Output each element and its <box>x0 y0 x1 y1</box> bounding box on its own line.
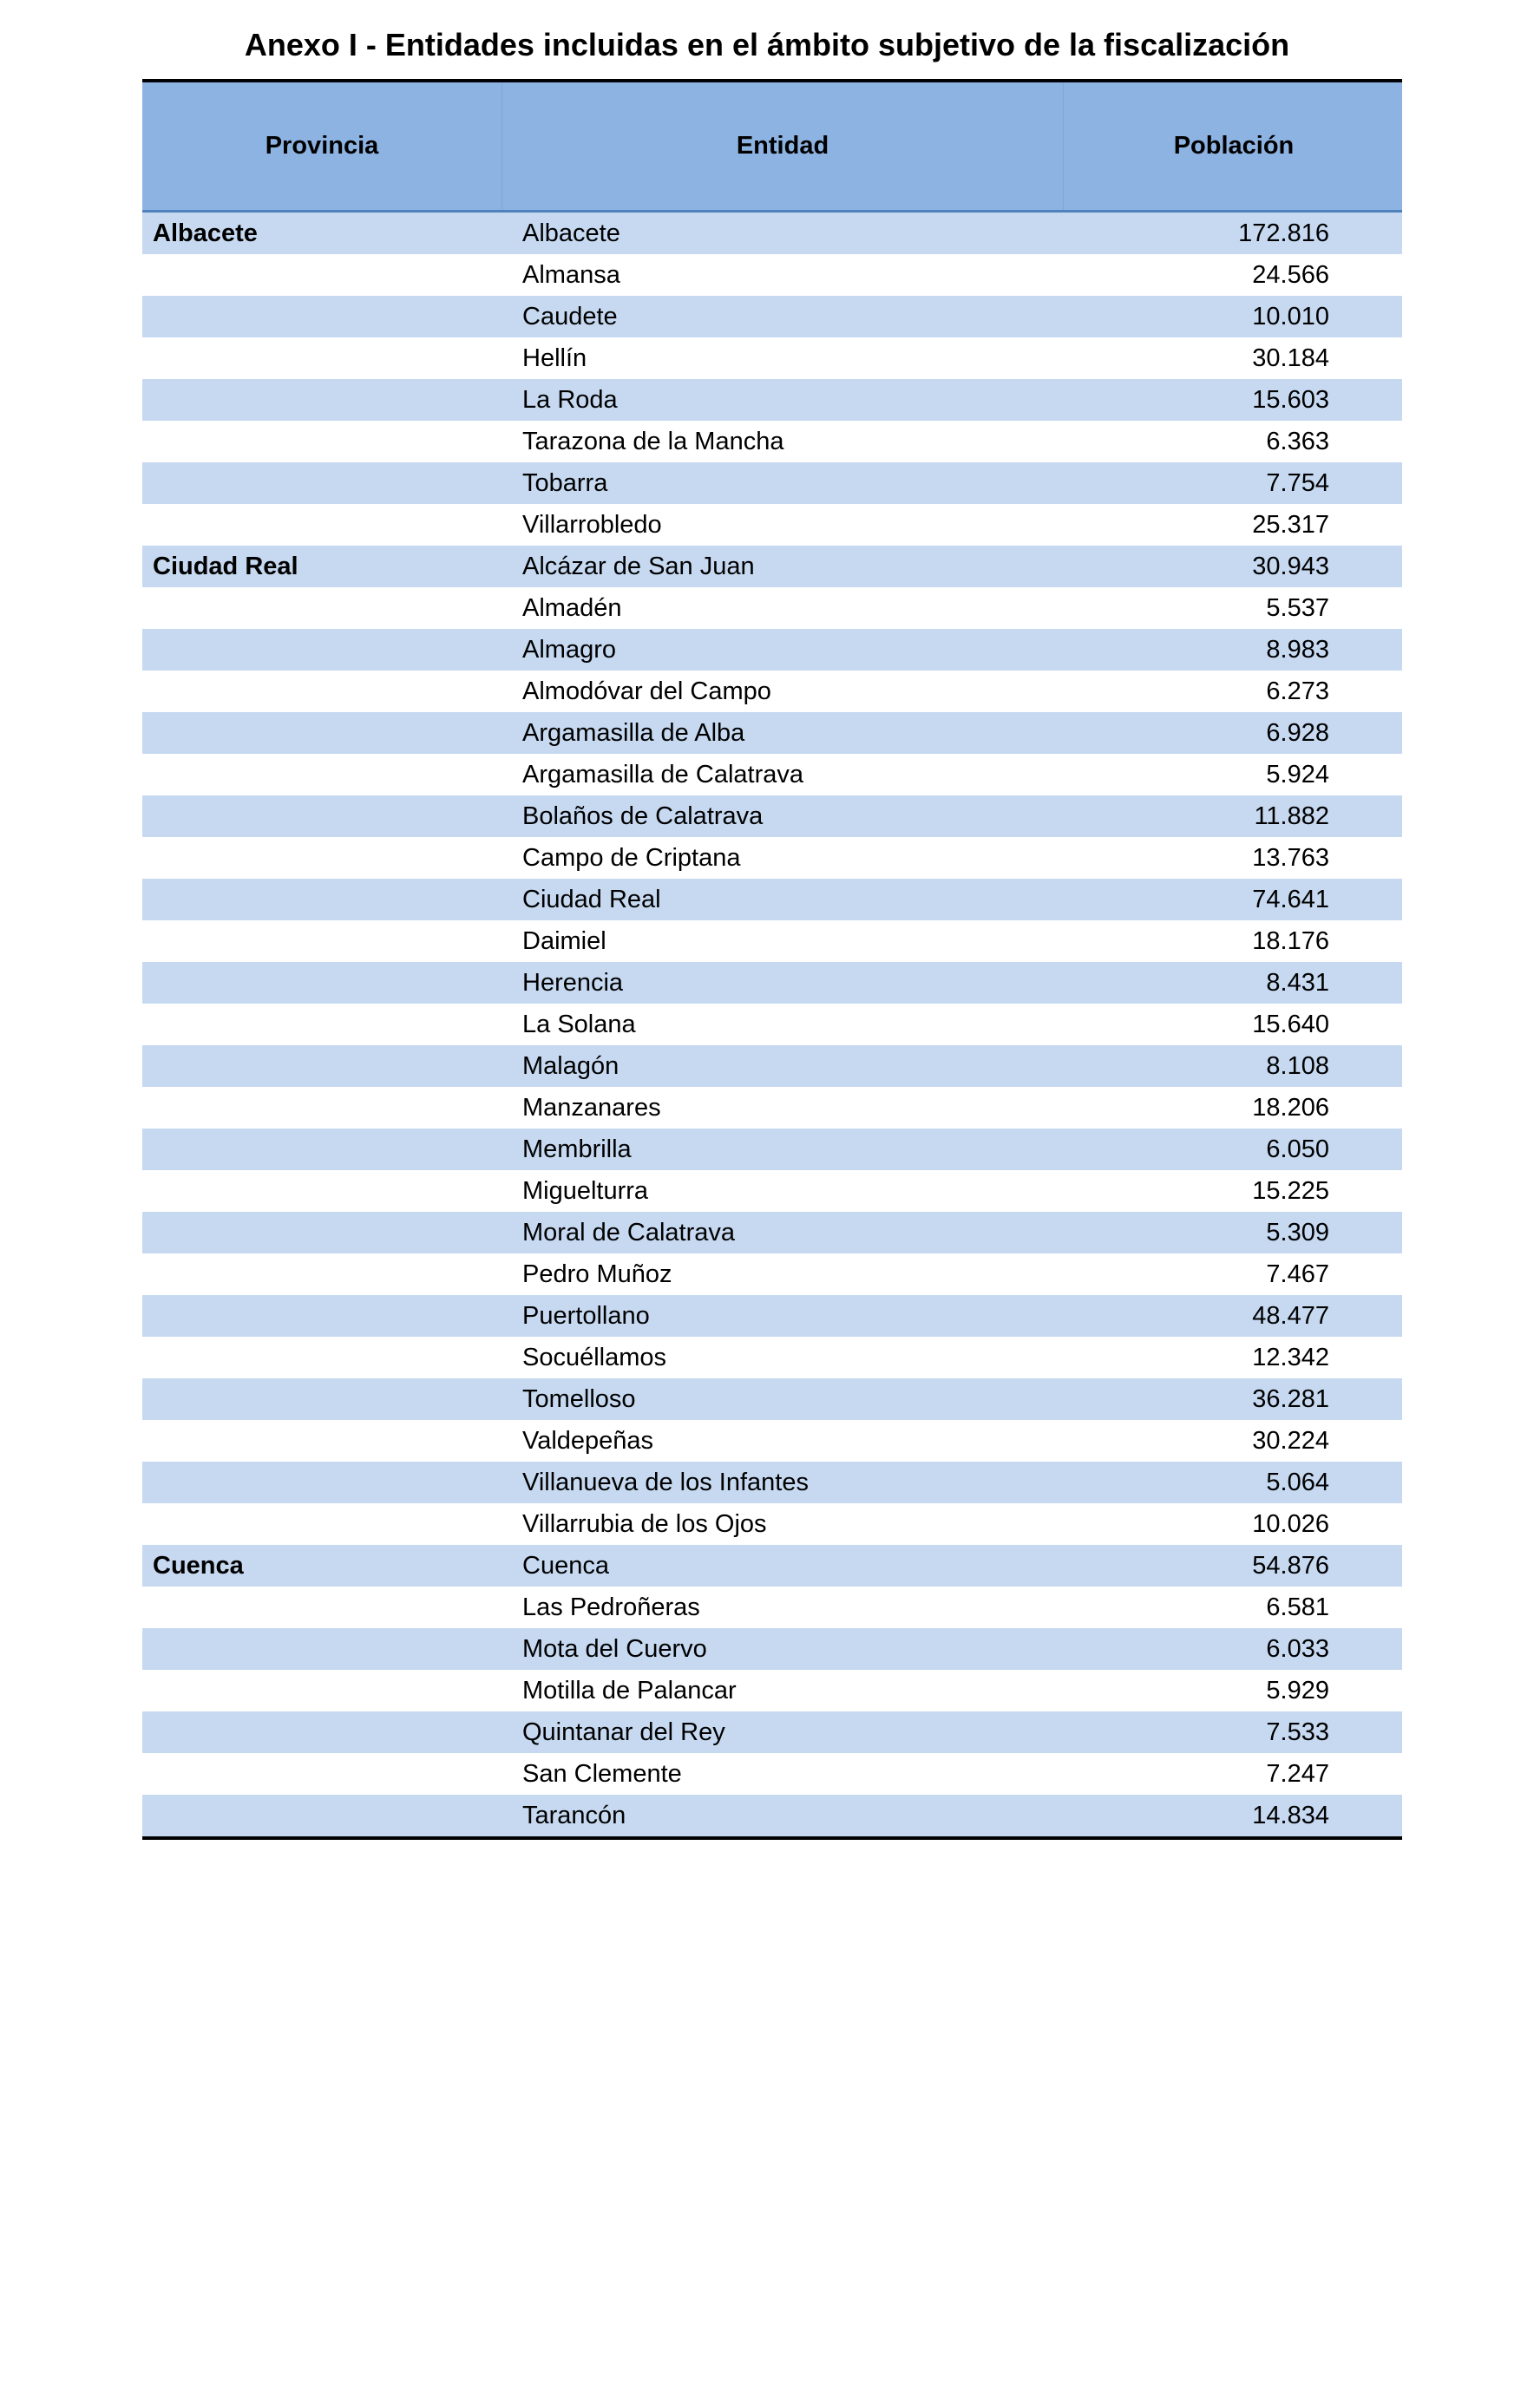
table-row <box>142 879 1402 920</box>
table-row <box>142 1337 1402 1378</box>
cell-poblacion: 30.224 <box>1252 1426 1329 1455</box>
cell-entidad: Almansa <box>522 260 620 289</box>
table-row <box>142 337 1402 379</box>
cell-entidad: Almadén <box>522 593 622 622</box>
cell-entidad: Las Pedroñeras <box>522 1593 700 1621</box>
cell-entidad: Argamasilla de Calatrava <box>522 760 803 788</box>
table-row <box>142 1587 1402 1628</box>
table-row <box>142 462 1402 504</box>
table-row <box>142 379 1402 421</box>
cell-poblacion: 74.641 <box>1252 885 1329 913</box>
cell-poblacion: 30.184 <box>1252 344 1329 372</box>
page-title: Anexo I - Entidades incluidas en el ámbito subjetivo de la fiscalización <box>244 27 1290 62</box>
table-row <box>142 1170 1402 1212</box>
table-row <box>142 254 1402 296</box>
cell-poblacion: 6.363 <box>1266 427 1329 455</box>
cell-entidad: Villarrobledo <box>522 510 662 539</box>
cell-poblacion: 12.342 <box>1252 1343 1329 1371</box>
cell-poblacion: 25.317 <box>1252 510 1329 539</box>
cell-poblacion: 15.603 <box>1252 385 1329 414</box>
cell-poblacion: 6.273 <box>1266 677 1329 705</box>
cell-poblacion: 7.247 <box>1266 1759 1329 1788</box>
table-row <box>142 1087 1402 1129</box>
cell-poblacion: 5.064 <box>1266 1468 1329 1496</box>
table-row <box>142 920 1402 962</box>
cell-poblacion: 172.816 <box>1238 219 1329 247</box>
cell-poblacion: 8.983 <box>1266 635 1329 664</box>
table-body <box>142 213 1402 1836</box>
cell-poblacion: 5.309 <box>1266 1218 1329 1247</box>
cell-poblacion: 6.050 <box>1266 1135 1329 1163</box>
table-row <box>142 1212 1402 1253</box>
cell-entidad: Manzanares <box>522 1093 661 1122</box>
cell-entidad: Tarancón <box>522 1801 626 1829</box>
table-row <box>142 1253 1402 1295</box>
cell-entidad: Bolaños de Calatrava <box>522 802 764 830</box>
table-row <box>142 1670 1402 1711</box>
table-row <box>142 587 1402 629</box>
cell-entidad: Quintanar del Rey <box>522 1718 725 1746</box>
cell-entidad: Mota del Cuervo <box>522 1634 707 1663</box>
table-row <box>142 1628 1402 1670</box>
cell-poblacion: 36.281 <box>1252 1384 1329 1413</box>
cell-poblacion: 5.924 <box>1266 760 1329 788</box>
cell-entidad: Albacete <box>522 219 620 247</box>
entities-table <box>142 79 1402 1840</box>
cell-entidad: Almagro <box>522 635 616 664</box>
cell-poblacion: 10.026 <box>1252 1509 1329 1538</box>
table-row <box>142 837 1402 879</box>
header-provincia: Provincia <box>142 82 502 210</box>
cell-entidad: La Solana <box>522 1010 636 1038</box>
cell-poblacion: 8.108 <box>1266 1051 1329 1080</box>
table-row <box>142 1795 1402 1836</box>
cell-entidad: Miguelturra <box>522 1176 649 1205</box>
table-row <box>142 1378 1402 1420</box>
cell-entidad: Ciudad Real <box>522 885 661 913</box>
cell-poblacion: 30.943 <box>1252 552 1329 580</box>
cell-poblacion: 15.640 <box>1252 1010 1329 1038</box>
cell-entidad: Villarrubia de los Ojos <box>522 1509 767 1538</box>
cell-poblacion: 18.176 <box>1252 926 1329 955</box>
cell-entidad: Campo de Criptana <box>522 843 741 872</box>
table-row <box>142 1045 1402 1087</box>
table-row <box>142 962 1402 1004</box>
cell-provincia: Cuenca <box>153 1551 244 1580</box>
cell-provincia: Albacete <box>153 219 258 247</box>
table-row <box>142 795 1402 837</box>
table-row <box>142 213 1402 254</box>
cell-entidad: Almodóvar del Campo <box>522 677 771 705</box>
table-header <box>142 82 1402 213</box>
cell-entidad: Tarazona de la Mancha <box>522 427 784 455</box>
cell-entidad: Hellín <box>522 344 587 372</box>
cell-entidad: Malagón <box>522 1051 620 1080</box>
cell-poblacion: 13.763 <box>1252 843 1329 872</box>
cell-poblacion: 11.882 <box>1254 802 1329 830</box>
table-bottom-rule <box>142 1836 1402 1840</box>
table-row <box>142 1503 1402 1545</box>
cell-entidad: Cuenca <box>522 1551 609 1580</box>
cell-poblacion: 10.010 <box>1252 302 1329 330</box>
cell-poblacion: 6.033 <box>1266 1634 1329 1663</box>
cell-entidad: Puertollano <box>522 1301 650 1330</box>
cell-entidad: Tomelloso <box>522 1384 636 1413</box>
table-row <box>142 754 1402 795</box>
cell-entidad: San Clemente <box>522 1759 682 1788</box>
cell-entidad: Alcázar de San Juan <box>522 552 755 580</box>
cell-entidad: La Roda <box>522 385 618 414</box>
table-row <box>142 1462 1402 1503</box>
cell-entidad: Herencia <box>522 968 624 997</box>
cell-poblacion: 15.225 <box>1252 1176 1329 1205</box>
table-row <box>142 296 1402 337</box>
table-row <box>142 1711 1402 1753</box>
cell-poblacion: 7.467 <box>1266 1260 1329 1288</box>
table-row <box>142 1295 1402 1337</box>
cell-poblacion: 6.928 <box>1266 718 1329 747</box>
table-row <box>142 671 1402 712</box>
table-row <box>142 1129 1402 1170</box>
header-poblacion: Población <box>1173 132 1295 160</box>
cell-entidad: Argamasilla de Alba <box>522 718 745 747</box>
table-row <box>142 1420 1402 1462</box>
cell-poblacion: 54.876 <box>1252 1551 1329 1580</box>
cell-poblacion: 5.929 <box>1266 1676 1329 1705</box>
cell-entidad: Socuéllamos <box>522 1343 667 1371</box>
table-row <box>142 421 1402 462</box>
cell-poblacion: 5.537 <box>1266 593 1329 622</box>
cell-poblacion: 48.477 <box>1252 1301 1329 1330</box>
table-row <box>142 546 1402 587</box>
cell-provincia: Ciudad Real <box>153 552 298 580</box>
cell-entidad: Moral de Calatrava <box>522 1218 735 1247</box>
cell-poblacion: 18.206 <box>1252 1093 1329 1122</box>
cell-entidad: Villanueva de los Infantes <box>522 1468 809 1496</box>
table-row <box>142 712 1402 754</box>
cell-entidad: Pedro Muñoz <box>522 1260 672 1288</box>
table-row <box>142 1545 1402 1587</box>
table-row <box>142 1753 1402 1795</box>
table-row <box>142 504 1402 546</box>
cell-poblacion: 8.431 <box>1266 968 1329 997</box>
table-row <box>142 1004 1402 1045</box>
cell-entidad: Daimiel <box>522 926 606 955</box>
cell-poblacion: 6.581 <box>1266 1593 1329 1621</box>
cell-entidad: Motilla de Palancar <box>522 1676 737 1705</box>
cell-entidad: Caudete <box>522 302 618 330</box>
cell-entidad: Tobarra <box>522 468 608 497</box>
cell-poblacion: 7.533 <box>1266 1718 1329 1746</box>
cell-poblacion: 24.566 <box>1252 260 1329 289</box>
header-entidad: Entidad <box>502 82 1064 210</box>
table-row <box>142 629 1402 671</box>
cell-poblacion: 14.834 <box>1252 1801 1329 1829</box>
cell-entidad: Membrilla <box>522 1135 632 1163</box>
cell-poblacion: 7.754 <box>1266 468 1329 497</box>
cell-entidad: Valdepeñas <box>522 1426 654 1455</box>
